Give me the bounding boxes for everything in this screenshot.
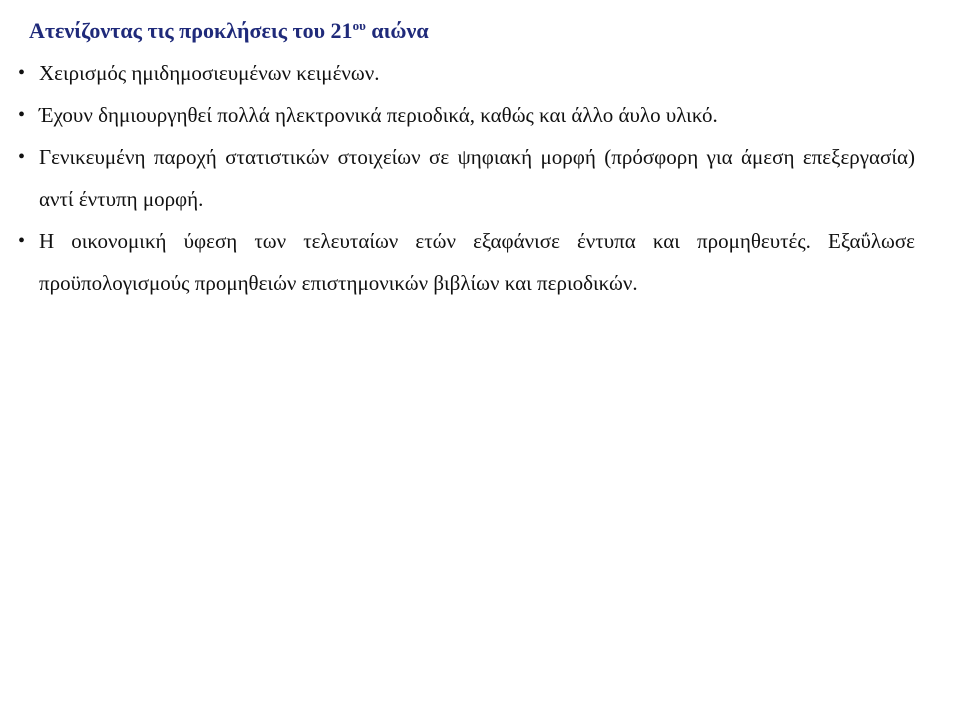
bullet-text: Χειρισμός ημιδημοσιευμένων κειμένων.	[39, 61, 380, 85]
bullet-item-semi-published	[18, 52, 915, 94]
slide-title	[29, 14, 429, 51]
bullet-item-electronic-journals	[18, 94, 915, 136]
slide-title-main: Ατενίζοντας τις προκλήσεις του 21	[29, 18, 353, 43]
bullet-dot: •	[18, 146, 26, 168]
bullet-dot: •	[18, 230, 26, 252]
bullet-item-statistics	[18, 136, 915, 220]
bullet-dot: •	[18, 62, 26, 84]
bullet-list	[18, 52, 915, 304]
bullet-text: Η οικονομική ύφεση των τελευταίων ετών εξαφάνισε έντυπα και προμηθευτές. Εξαΰλωσε προϋπολογισμούς προμηθειών επιστημονικών βιβλίων και περιοδικών.	[39, 229, 915, 295]
slide-title-superscript: ου	[352, 18, 366, 33]
bullet-text: Γενικευμένη παροχή στατιστικών στοιχείων σε ψηφιακή μορφή (πρόσφορη για άμεση επεξεργασία) αντί έντυπη μορφή.	[39, 145, 915, 211]
bullet-dot: •	[18, 104, 26, 126]
bullet-item-economic-recession	[18, 220, 915, 304]
bullet-text: Έχουν δημιουργηθεί πολλά ηλεκτρονικά περιοδικά, καθώς και άλλο άυλο υλικό.	[39, 103, 718, 127]
slide-title-suffix: αιώνα	[365, 18, 429, 43]
